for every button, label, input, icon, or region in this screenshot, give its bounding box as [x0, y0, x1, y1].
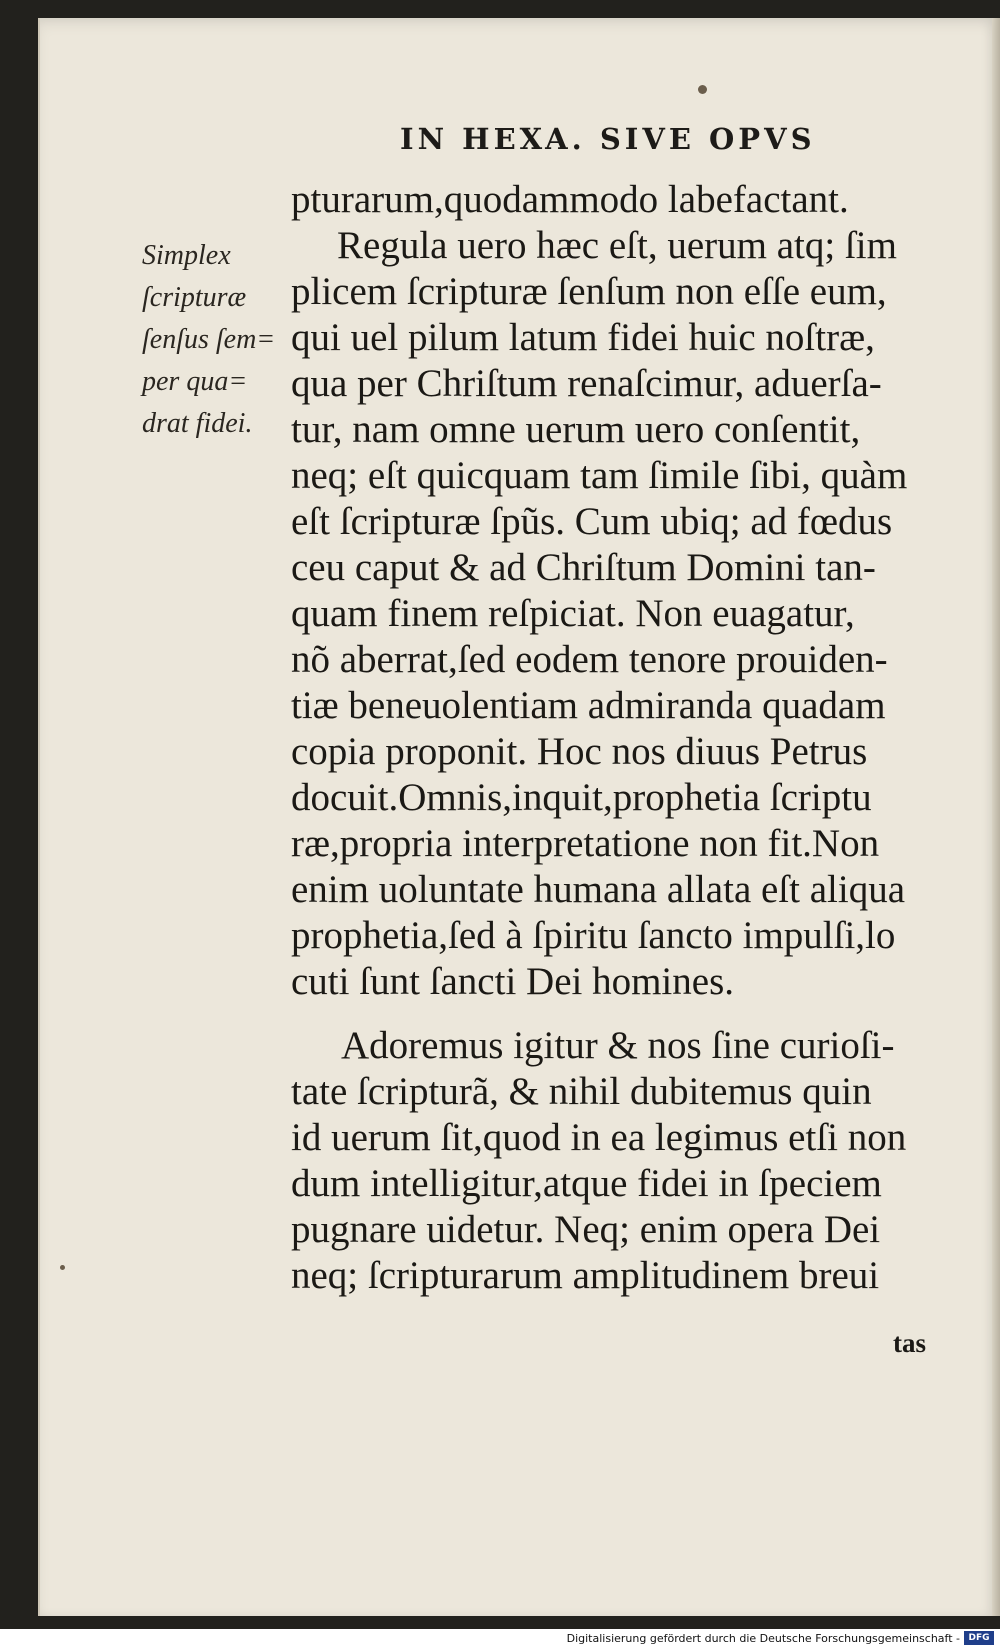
- text-line: plicem ſcripturæ ſenſum non eſſe eum,: [291, 270, 887, 313]
- margin-note-line: drat fidei.: [142, 408, 253, 439]
- text-line: qui uel pilum latum fidei huic noſtræ,: [291, 316, 875, 359]
- text-line: ceu caput & ad Chriſtum Domini tan-: [291, 546, 876, 589]
- text-line: Adoremus igitur & nos ſine curioſi-: [341, 1024, 895, 1067]
- funding-note: Digitalisierung gefördert durch die Deutsche Forschungsgemeinschaft -: [566, 1632, 960, 1645]
- text-line: tur, nam omne uerum uero conſentit,: [291, 408, 861, 451]
- text-line: nõ aberrat,ſed eodem tenore prouiden-: [291, 638, 888, 681]
- text-line: id uerum ſit,quod in ea legimus etſi non: [291, 1116, 907, 1159]
- text-line: eſt ſcripturæ ſpũs. Cum ubiq; ad fœdus: [291, 500, 893, 543]
- text-line: neq; eſt quicquam tam ſimile ſibi, quàm: [291, 454, 908, 497]
- catchword: tas: [893, 1328, 926, 1358]
- text-line: neq; ſcripturarum amplitudinem breui: [291, 1254, 880, 1297]
- text-line: tate ſcripturã, & nihil dubitemus quin: [291, 1070, 872, 1113]
- text-line: prophetia,ſed à ſpiritu ſancto impulſi,lo: [291, 914, 896, 957]
- text-line: docuit.Omnis,inquit,prophetia ſcriptu: [291, 776, 872, 819]
- dfg-logo: DFG: [964, 1631, 994, 1645]
- text-line: enim uoluntate humana allata eſt aliqua: [291, 868, 906, 911]
- text-line: pturarum,quodammodo labefactant.: [291, 178, 849, 221]
- margin-note-line: Simplex: [142, 240, 231, 271]
- text-line: ræ,propria interpretatione non fit.Non: [291, 822, 880, 865]
- text-line: cuti ſunt ſancti Dei homines.: [291, 960, 734, 1003]
- margin-note-line: per qua=: [142, 366, 248, 397]
- ink-spot: [60, 1265, 65, 1270]
- text-line: qua per Chriſtum renaſcimur, aduerſa-: [291, 362, 882, 405]
- text-line: Regula uero hæc eſt, uerum atq; ſim: [337, 224, 897, 267]
- text-line: tiæ beneuolentiam admiranda quadam: [291, 684, 886, 727]
- margin-note-line: ſenſus ſem=: [142, 324, 276, 355]
- page-edge: [992, 18, 1000, 1616]
- text-line: copia proponit. Hoc nos diuus Petrus: [291, 730, 868, 773]
- text-line: pugnare uidetur. Neq; enim opera Dei: [291, 1208, 881, 1251]
- text-line: dum intelligitur,atque fidei in ſpeciem: [291, 1162, 882, 1205]
- text-line: quam finem reſpiciat. Non euagatur,: [291, 592, 855, 635]
- margin-note-line: ſcripturæ: [142, 282, 247, 313]
- ink-spot: [698, 85, 707, 94]
- running-header: IN HEXA. SIVE OPVS: [400, 122, 816, 156]
